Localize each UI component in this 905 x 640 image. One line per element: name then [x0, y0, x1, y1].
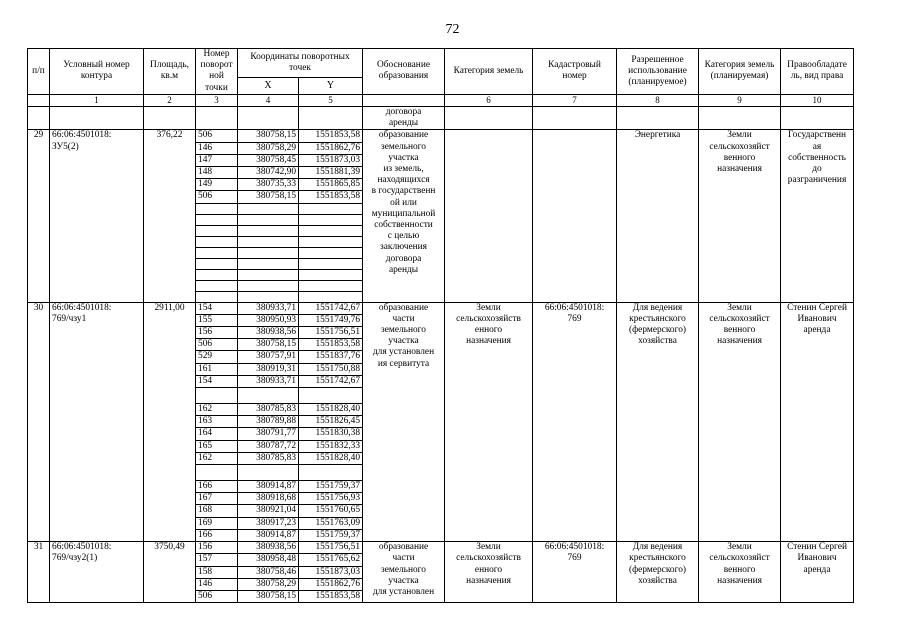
coord-x: 380933,71	[238, 302, 299, 314]
coord-y: 1551750,88	[299, 363, 363, 375]
coord-y: 1551828,40	[299, 452, 363, 464]
coord-y	[299, 280, 363, 291]
land-category: Земли сельскохозяйств енного назначения	[445, 542, 533, 603]
coord-y: 1551765,62	[299, 554, 363, 566]
point-number: 166	[196, 481, 238, 493]
point-number	[196, 247, 238, 258]
coord-x: 380758,15	[238, 191, 299, 203]
coord-x: 380758,15	[238, 130, 299, 142]
point-number: 506	[196, 191, 238, 203]
point-number: 156	[196, 542, 238, 554]
coord-x: 380950,93	[238, 314, 299, 326]
coord-y: 1551759,37	[299, 481, 363, 493]
header-pp: п/п	[28, 49, 50, 95]
coord-y	[299, 247, 363, 258]
coord-x	[238, 269, 299, 280]
owner-right: Стенин Сергей Иванович аренда	[781, 302, 854, 541]
coord-x: 380757,91	[238, 351, 299, 363]
coord-y: 1551760,65	[299, 505, 363, 517]
point-number: 156	[196, 327, 238, 339]
coord-y: 1551832,33	[299, 440, 363, 452]
coord-x: 380758,15	[238, 339, 299, 351]
coord-x: 380758,29	[238, 578, 299, 590]
area-value: 3750,49	[144, 542, 196, 603]
land-register-table	[27, 48, 854, 603]
point-number	[196, 225, 238, 236]
column-number: 3	[196, 94, 238, 106]
column-number: 1	[50, 94, 144, 106]
column-number: 5	[299, 94, 363, 106]
land-category-planned: Земли сельскохозяйст венного назначения	[699, 302, 781, 541]
point-number: 506	[196, 590, 238, 602]
coord-y: 1551862,76	[299, 578, 363, 590]
coord-x: 380919,31	[238, 363, 299, 375]
coord-x: 380758,29	[238, 142, 299, 154]
header-coordinates: Координаты поворотных точек	[238, 49, 363, 78]
coord-x	[238, 280, 299, 291]
row-number: 30	[28, 302, 50, 541]
land-category-planned: Земли сельскохозяйст венного назначения	[699, 130, 781, 302]
coord-x	[238, 258, 299, 269]
row-number: 29	[28, 130, 50, 302]
point-number	[196, 280, 238, 291]
point-number: 164	[196, 428, 238, 440]
coord-y: 1551828,40	[299, 404, 363, 416]
owner-right: Государственн ая собственность до разграничения	[781, 130, 854, 302]
header-land-category-planned: Категория земель (планируемая)	[699, 49, 781, 95]
coord-x	[238, 214, 299, 225]
cadastral-number: 66:06:4501018: 769	[533, 542, 617, 603]
header-land-category: Категория земель	[445, 49, 533, 95]
coord-y: 1551853,58	[299, 130, 363, 142]
coord-x: 380735,33	[238, 179, 299, 191]
coord-x: 380914,87	[238, 481, 299, 493]
land-category: Земли сельскохозяйств енного назначения	[445, 302, 533, 541]
header-cadastral-number: Кадастровый номер	[533, 49, 617, 95]
point-number: 162	[196, 452, 238, 464]
coord-y: 1551756,93	[299, 493, 363, 505]
coord-x	[238, 225, 299, 236]
column-number: 8	[617, 94, 699, 106]
continuation-text: договора аренды	[363, 107, 445, 130]
point-number	[196, 214, 238, 225]
point-number	[196, 203, 238, 214]
column-number-blank	[363, 94, 445, 106]
column-number: 2	[144, 94, 196, 106]
coord-y: 1551853,58	[299, 191, 363, 203]
point-number: 169	[196, 517, 238, 529]
permitted-use: Энергетика	[617, 130, 699, 302]
coord-y: 1551853,58	[299, 590, 363, 602]
header-contour: Условный номер контура	[50, 49, 144, 95]
page-number: 72	[445, 22, 460, 37]
land-category-planned: Земли сельскохозяйст венного назначения	[699, 542, 781, 603]
coord-y: 1551826,45	[299, 416, 363, 428]
point-number	[196, 258, 238, 269]
coord-x: 380742,90	[238, 167, 299, 179]
coord-x	[238, 247, 299, 258]
point-number: 146	[196, 142, 238, 154]
area-value: 376,22	[144, 130, 196, 302]
point-number: 158	[196, 566, 238, 578]
header-permitted-use: Разрешенное использование (планируемое)	[617, 49, 699, 95]
coord-x	[238, 236, 299, 247]
column-number: 4	[238, 94, 299, 106]
coord-y: 1551756,51	[299, 542, 363, 554]
point-number: 149	[196, 179, 238, 191]
coord-y: 1551742,67	[299, 302, 363, 314]
coord-x	[238, 203, 299, 214]
point-number: 165	[196, 440, 238, 452]
coord-y: 1551837,76	[299, 351, 363, 363]
point-number: 163	[196, 416, 238, 428]
column-number: 7	[533, 94, 617, 106]
coord-x: 380958,48	[238, 554, 299, 566]
coord-y	[299, 214, 363, 225]
coord-y	[299, 258, 363, 269]
column-number: 9	[699, 94, 781, 106]
point-number: 155	[196, 314, 238, 326]
point-number: 162	[196, 404, 238, 416]
coord-y: 1551873,03	[299, 154, 363, 166]
contour-number: 66:06:4501018: ЗУ5(2)	[50, 130, 144, 302]
point-number: 168	[196, 505, 238, 517]
permitted-use: Для ведения крестьянского (фермерского) хозяйства	[617, 542, 699, 603]
coord-x: 380758,15	[238, 590, 299, 602]
point-number: 166	[196, 529, 238, 541]
cadastral-number: 66:06:4501018: 769	[533, 302, 617, 541]
coord-y: 1551853,58	[299, 339, 363, 351]
coord-y: 1551742,67	[299, 375, 363, 387]
coord-x: 380933,71	[238, 375, 299, 387]
point-number	[196, 465, 238, 481]
coord-y: 1551881,39	[299, 167, 363, 179]
contour-number: 66:06:4501018: 769/чзу2(1)	[50, 542, 144, 603]
point-number: 506	[196, 339, 238, 351]
point-number	[196, 291, 238, 302]
land-category	[445, 130, 533, 302]
coord-y: 1551763,09	[299, 517, 363, 529]
coord-x: 380938,56	[238, 327, 299, 339]
point-number	[196, 269, 238, 280]
coord-x: 380938,56	[238, 542, 299, 554]
coord-x: 380785,83	[238, 404, 299, 416]
coord-y: 1551756,51	[299, 327, 363, 339]
point-number: 148	[196, 167, 238, 179]
owner-right: Стенин Сергей Иванович аренда	[781, 542, 854, 603]
table-row	[28, 302, 854, 314]
permitted-use: Для ведения крестьянского (фермерского) хозяйства	[617, 302, 699, 541]
column-number-blank	[28, 94, 50, 106]
coord-x: 380787,72	[238, 440, 299, 452]
coord-y: 1551749,76	[299, 314, 363, 326]
point-number: 506	[196, 130, 238, 142]
coord-x: 380914,87	[238, 529, 299, 541]
header-x: X	[238, 77, 299, 94]
coord-y	[299, 269, 363, 280]
coord-x	[238, 291, 299, 302]
header-point-number: Номер поворот ной точки	[196, 49, 238, 95]
coord-x: 380917,23	[238, 517, 299, 529]
point-number: 154	[196, 375, 238, 387]
coord-y: 1551830,38	[299, 428, 363, 440]
coord-y	[299, 203, 363, 214]
row-number: 31	[28, 542, 50, 603]
point-number: 161	[196, 363, 238, 375]
coord-x: 380918,68	[238, 493, 299, 505]
coord-x: 380789,88	[238, 416, 299, 428]
header-y: Y	[299, 77, 363, 94]
point-number: 154	[196, 302, 238, 314]
coord-x: 380785,83	[238, 452, 299, 464]
column-number: 6	[445, 94, 533, 106]
point-number: 147	[196, 154, 238, 166]
point-number: 529	[196, 351, 238, 363]
header-area: Площадь, кв.м	[144, 49, 196, 95]
contour-number: 66:06:4501018: 769/чзу1	[50, 302, 144, 541]
basis-text: образование части земельного участка для установлен	[363, 542, 445, 603]
coord-y	[299, 236, 363, 247]
column-number: 10	[781, 94, 854, 106]
coord-y	[299, 388, 363, 404]
cadastral-number	[533, 130, 617, 302]
coord-y	[299, 291, 363, 302]
basis-text: образование части земельного участка для установлен ия сервитута	[363, 302, 445, 541]
point-number	[196, 388, 238, 404]
coord-x: 380791,77	[238, 428, 299, 440]
point-number: 157	[196, 554, 238, 566]
point-number	[196, 236, 238, 247]
coord-x: 380758,46	[238, 566, 299, 578]
coord-y: 1551862,76	[299, 142, 363, 154]
continuation-row	[28, 107, 854, 130]
coord-y: 1551865,85	[299, 179, 363, 191]
coord-x: 380758,45	[238, 154, 299, 166]
coord-x	[238, 388, 299, 404]
table-row	[28, 542, 854, 554]
table-row	[28, 130, 854, 142]
coord-y: 1551873,03	[299, 566, 363, 578]
coord-y: 1551759,37	[299, 529, 363, 541]
point-number: 146	[196, 578, 238, 590]
header-basis: Обоснование образования	[363, 49, 445, 95]
coord-y	[299, 465, 363, 481]
coord-x: 380921,04	[238, 505, 299, 517]
basis-text: образование земельного участка из земель, находящихся в государственн ой или муниципальной собственности с целью заключения договора аренды	[363, 130, 445, 302]
area-value: 2911,00	[144, 302, 196, 541]
coord-x	[238, 465, 299, 481]
header-owner: Правообладате ль, вид права	[781, 49, 854, 95]
point-number: 167	[196, 493, 238, 505]
coord-y	[299, 225, 363, 236]
